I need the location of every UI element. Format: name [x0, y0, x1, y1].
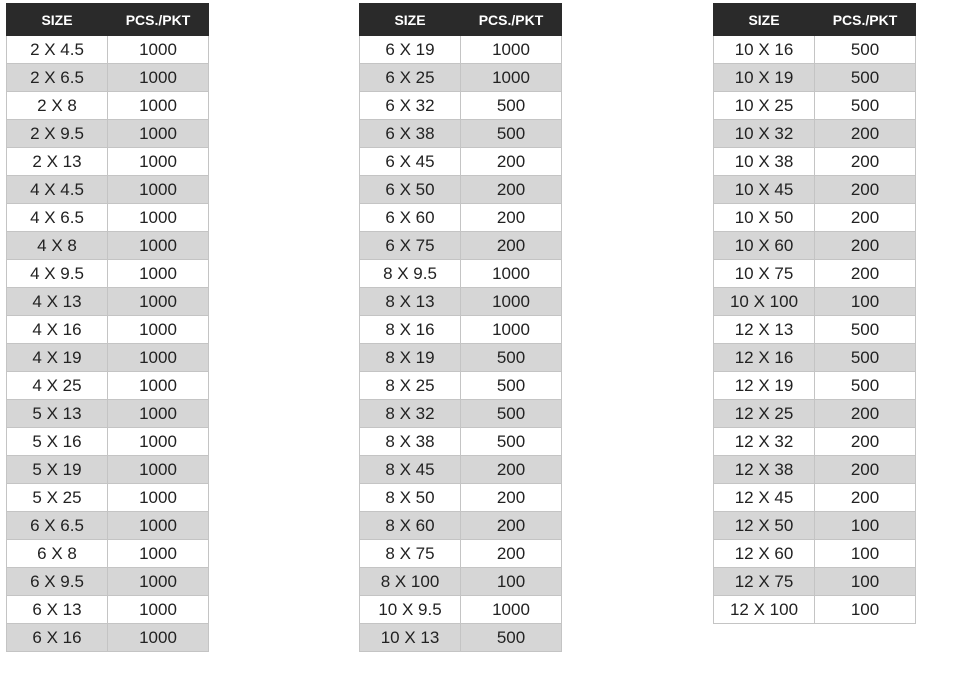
size-table-2 [359, 3, 562, 652]
size-cell: 12 X 16 [714, 344, 815, 372]
table-row [714, 596, 916, 624]
table-row [7, 624, 209, 652]
table-row [360, 232, 562, 260]
table-row [7, 120, 209, 148]
size-cell: 10 X 32 [714, 120, 815, 148]
pcs-cell: 1000 [108, 568, 209, 596]
pcs-column-header: PCS./PKT [815, 4, 916, 36]
table-row [360, 64, 562, 92]
size-cell: 6 X 38 [360, 120, 461, 148]
size-cell: 8 X 50 [360, 484, 461, 512]
size-cell: 10 X 19 [714, 64, 815, 92]
table-row [7, 148, 209, 176]
pcs-cell: 1000 [461, 596, 562, 624]
size-cell: 10 X 38 [714, 148, 815, 176]
pcs-cell: 200 [815, 484, 916, 512]
size-cell: 6 X 13 [7, 596, 108, 624]
table-row [7, 232, 209, 260]
size-cell: 2 X 9.5 [7, 120, 108, 148]
pcs-cell: 1000 [108, 512, 209, 540]
table-row [360, 204, 562, 232]
table-row [360, 568, 562, 596]
size-cell: 8 X 13 [360, 288, 461, 316]
table-row [714, 232, 916, 260]
table-row [7, 260, 209, 288]
pcs-cell: 1000 [461, 36, 562, 64]
size-cell: 4 X 19 [7, 344, 108, 372]
size-cell: 10 X 60 [714, 232, 815, 260]
pcs-cell: 1000 [461, 316, 562, 344]
pcs-cell: 200 [815, 204, 916, 232]
pcs-cell: 1000 [108, 624, 209, 652]
table-row [360, 512, 562, 540]
size-cell: 8 X 75 [360, 540, 461, 568]
pcs-cell: 500 [815, 372, 916, 400]
size-cell: 8 X 19 [360, 344, 461, 372]
size-cell: 6 X 8 [7, 540, 108, 568]
pcs-cell: 200 [461, 540, 562, 568]
size-cell: 12 X 19 [714, 372, 815, 400]
table-row [714, 512, 916, 540]
table-row [360, 92, 562, 120]
size-cell: 8 X 45 [360, 456, 461, 484]
size-cell: 10 X 13 [360, 624, 461, 652]
size-cell: 8 X 16 [360, 316, 461, 344]
table-body [714, 36, 916, 624]
pcs-cell: 1000 [108, 316, 209, 344]
size-cell: 6 X 16 [7, 624, 108, 652]
pcs-cell: 1000 [108, 204, 209, 232]
pcs-cell: 200 [815, 400, 916, 428]
table-row [714, 344, 916, 372]
size-cell: 10 X 50 [714, 204, 815, 232]
size-cell: 4 X 16 [7, 316, 108, 344]
pcs-cell: 500 [815, 92, 916, 120]
size-table-1 [6, 3, 209, 652]
pcs-cell: 200 [815, 456, 916, 484]
pcs-cell: 1000 [108, 176, 209, 204]
size-cell: 4 X 13 [7, 288, 108, 316]
pcs-cell: 1000 [108, 372, 209, 400]
pcs-cell: 500 [461, 344, 562, 372]
table-row [714, 484, 916, 512]
size-cell: 6 X 32 [360, 92, 461, 120]
table-row [714, 260, 916, 288]
size-table-3 [713, 3, 916, 624]
size-cell: 6 X 50 [360, 176, 461, 204]
size-cell: 10 X 16 [714, 36, 815, 64]
size-cell: 12 X 100 [714, 596, 815, 624]
pcs-column-header: PCS./PKT [108, 4, 209, 36]
pcs-cell: 1000 [108, 120, 209, 148]
size-cell: 12 X 45 [714, 484, 815, 512]
table-row [360, 372, 562, 400]
table-row [7, 400, 209, 428]
size-cell: 5 X 16 [7, 428, 108, 456]
size-cell: 4 X 4.5 [7, 176, 108, 204]
pcs-cell: 1000 [108, 232, 209, 260]
size-column-header: SIZE [360, 4, 461, 36]
table-row [360, 260, 562, 288]
pcs-cell: 100 [461, 568, 562, 596]
pcs-cell: 500 [815, 64, 916, 92]
table-row [714, 428, 916, 456]
pcs-cell: 1000 [108, 36, 209, 64]
pcs-cell: 1000 [108, 288, 209, 316]
pcs-cell: 500 [461, 372, 562, 400]
pcs-cell: 200 [815, 260, 916, 288]
table-body [360, 36, 562, 652]
pcs-cell: 1000 [108, 484, 209, 512]
table-row [360, 288, 562, 316]
size-cell: 8 X 60 [360, 512, 461, 540]
table-row [7, 64, 209, 92]
table-row [360, 456, 562, 484]
size-cell: 8 X 25 [360, 372, 461, 400]
table-row [7, 372, 209, 400]
size-cell: 2 X 8 [7, 92, 108, 120]
size-cell: 12 X 13 [714, 316, 815, 344]
pcs-cell: 1000 [461, 260, 562, 288]
table-row [7, 596, 209, 624]
table-header-row [7, 4, 209, 36]
table-row [7, 568, 209, 596]
table-row [714, 288, 916, 316]
table-row [714, 400, 916, 428]
table-row [7, 344, 209, 372]
table-row [714, 372, 916, 400]
table-row [7, 428, 209, 456]
table-row [360, 540, 562, 568]
pcs-cell: 500 [461, 428, 562, 456]
size-cell: 2 X 4.5 [7, 36, 108, 64]
table-row [714, 92, 916, 120]
pcs-column-header: PCS./PKT [461, 4, 562, 36]
size-cell: 6 X 6.5 [7, 512, 108, 540]
pcs-cell: 500 [461, 120, 562, 148]
pcs-cell: 200 [461, 484, 562, 512]
size-cell: 8 X 100 [360, 568, 461, 596]
table-row [714, 204, 916, 232]
pcs-cell: 1000 [108, 456, 209, 484]
pcs-cell: 200 [461, 512, 562, 540]
table-row [714, 36, 916, 64]
pcs-cell: 1000 [108, 596, 209, 624]
table-row [360, 428, 562, 456]
table-row [360, 344, 562, 372]
size-cell: 12 X 50 [714, 512, 815, 540]
size-cell: 5 X 25 [7, 484, 108, 512]
pcs-cell: 100 [815, 288, 916, 316]
pcs-cell: 1000 [108, 260, 209, 288]
size-cell: 6 X 9.5 [7, 568, 108, 596]
pcs-cell: 1000 [108, 92, 209, 120]
size-cell: 10 X 100 [714, 288, 815, 316]
size-cell: 12 X 32 [714, 428, 815, 456]
table-row [360, 596, 562, 624]
size-column-header: SIZE [714, 4, 815, 36]
table-row [7, 512, 209, 540]
pcs-cell: 500 [815, 36, 916, 64]
table-row [714, 176, 916, 204]
size-cell: 4 X 6.5 [7, 204, 108, 232]
size-cell: 6 X 60 [360, 204, 461, 232]
table-row [714, 120, 916, 148]
pcs-cell: 500 [815, 316, 916, 344]
table-row [7, 316, 209, 344]
pcs-cell: 200 [815, 148, 916, 176]
table-row [714, 316, 916, 344]
size-cell: 4 X 9.5 [7, 260, 108, 288]
pcs-cell: 100 [815, 512, 916, 540]
pcs-cell: 200 [815, 176, 916, 204]
pcs-cell: 200 [461, 456, 562, 484]
size-cell: 6 X 25 [360, 64, 461, 92]
pcs-cell: 200 [815, 232, 916, 260]
pcs-cell: 1000 [108, 148, 209, 176]
size-cell: 10 X 75 [714, 260, 815, 288]
table-row [7, 540, 209, 568]
pcs-cell: 200 [461, 176, 562, 204]
size-cell: 12 X 25 [714, 400, 815, 428]
pcs-cell: 1000 [108, 540, 209, 568]
size-cell: 2 X 6.5 [7, 64, 108, 92]
table-header-row [360, 4, 562, 36]
table-row [7, 204, 209, 232]
pcs-cell: 200 [461, 204, 562, 232]
size-cell: 12 X 60 [714, 540, 815, 568]
table-row [7, 92, 209, 120]
size-cell: 10 X 25 [714, 92, 815, 120]
size-cell: 8 X 9.5 [360, 260, 461, 288]
table-row [7, 36, 209, 64]
pcs-cell: 200 [815, 120, 916, 148]
table-row [360, 148, 562, 176]
size-column-header: SIZE [7, 4, 108, 36]
pcs-cell: 500 [461, 92, 562, 120]
size-cell: 5 X 19 [7, 456, 108, 484]
pcs-cell: 100 [815, 568, 916, 596]
table-row [360, 36, 562, 64]
pcs-cell: 500 [815, 344, 916, 372]
table-row [360, 120, 562, 148]
size-cell: 6 X 19 [360, 36, 461, 64]
table-row [714, 540, 916, 568]
table-header-row [714, 4, 916, 36]
pcs-cell: 200 [461, 232, 562, 260]
table-row [7, 484, 209, 512]
size-cell: 8 X 32 [360, 400, 461, 428]
pcs-cell: 1000 [108, 428, 209, 456]
table-row [360, 484, 562, 512]
table-row [714, 456, 916, 484]
table-body [7, 36, 209, 652]
table-row [7, 456, 209, 484]
table-row [360, 624, 562, 652]
pcs-cell: 1000 [108, 64, 209, 92]
table-row [7, 288, 209, 316]
table-row [7, 176, 209, 204]
pcs-cell: 200 [461, 148, 562, 176]
pcs-cell: 500 [461, 400, 562, 428]
size-cell: 12 X 38 [714, 456, 815, 484]
pcs-cell: 1000 [461, 288, 562, 316]
table-row [714, 64, 916, 92]
size-cell: 8 X 38 [360, 428, 461, 456]
pcs-cell: 1000 [108, 344, 209, 372]
size-cell: 12 X 75 [714, 568, 815, 596]
pcs-cell: 100 [815, 540, 916, 568]
size-cell: 4 X 8 [7, 232, 108, 260]
table-row [360, 176, 562, 204]
pcs-cell: 1000 [108, 400, 209, 428]
size-cell: 10 X 9.5 [360, 596, 461, 624]
pcs-cell: 100 [815, 596, 916, 624]
size-cell: 5 X 13 [7, 400, 108, 428]
size-cell: 4 X 25 [7, 372, 108, 400]
pcs-cell: 1000 [461, 64, 562, 92]
table-row [714, 568, 916, 596]
size-cell: 2 X 13 [7, 148, 108, 176]
pcs-cell: 500 [461, 624, 562, 652]
table-row [360, 316, 562, 344]
size-cell: 6 X 45 [360, 148, 461, 176]
pcs-cell: 200 [815, 428, 916, 456]
size-cell: 10 X 45 [714, 176, 815, 204]
table-row [360, 400, 562, 428]
table-row [714, 148, 916, 176]
size-cell: 6 X 75 [360, 232, 461, 260]
